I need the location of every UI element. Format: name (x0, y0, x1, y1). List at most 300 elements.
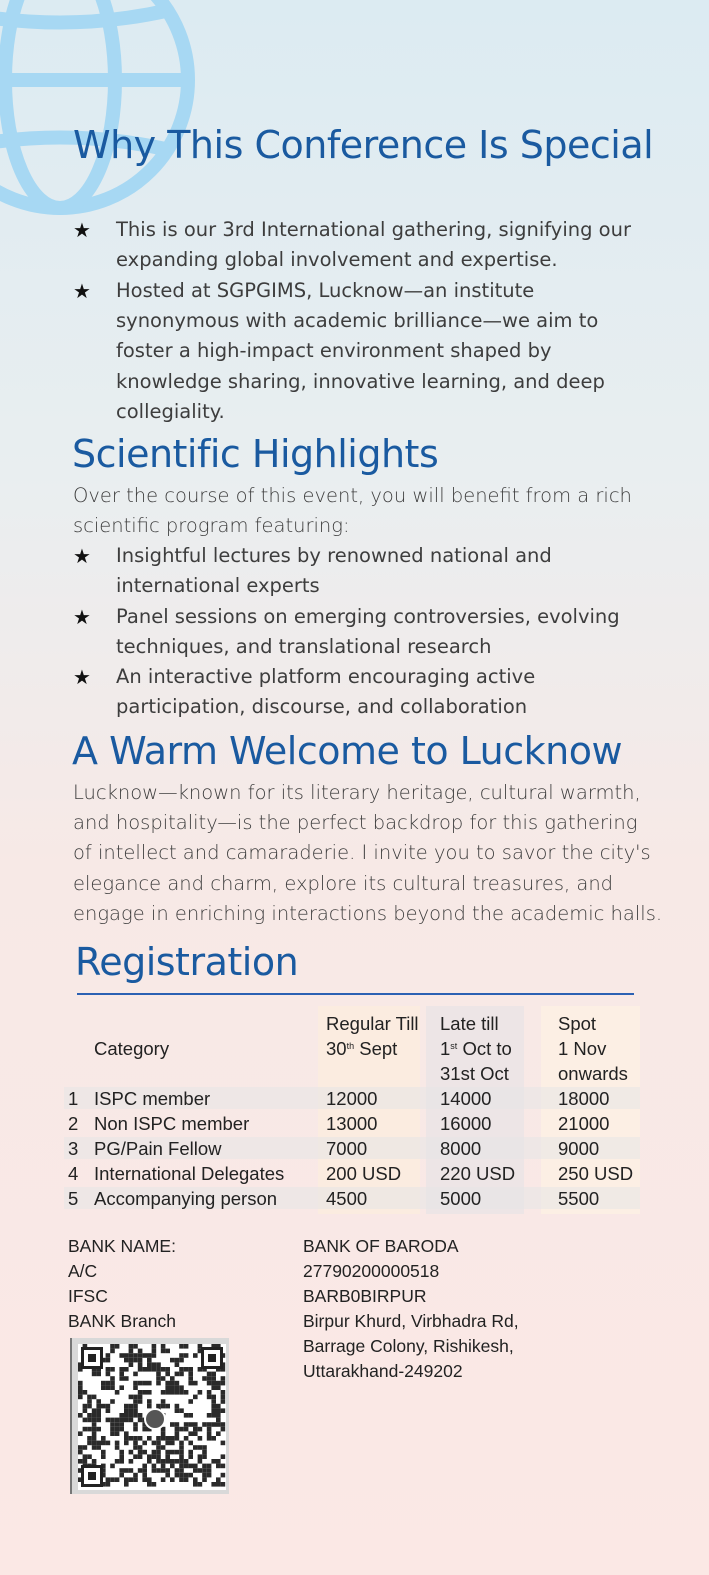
qr-module (175, 1459, 180, 1464)
qr-module (92, 1427, 97, 1432)
qr-module (87, 1418, 92, 1423)
qr-module (175, 1408, 180, 1413)
qr-module (170, 1441, 175, 1446)
qr-module (142, 1464, 147, 1469)
qr-module (221, 1473, 226, 1478)
qr-module (106, 1358, 111, 1363)
qr-module (129, 1477, 134, 1482)
qr-module (129, 1450, 134, 1455)
qr-module (83, 1404, 88, 1409)
qr-module (179, 1390, 184, 1395)
qr-module (110, 1344, 115, 1349)
qr-module (216, 1413, 221, 1418)
qr-module (193, 1353, 198, 1358)
qr-module (161, 1376, 166, 1381)
qr-module (165, 1436, 170, 1441)
qr-module (184, 1344, 189, 1349)
qr-module (78, 1413, 83, 1418)
qr-module (179, 1358, 184, 1363)
qr-module (124, 1477, 129, 1482)
qr-module (216, 1381, 221, 1386)
divider (77, 993, 634, 995)
qr-module (216, 1404, 221, 1409)
qr-module (198, 1482, 203, 1487)
qr-module (170, 1459, 175, 1464)
qr-module (96, 1372, 101, 1377)
qr-module (115, 1422, 120, 1427)
star-icon: ★ (73, 605, 91, 629)
qr-module (83, 1418, 88, 1423)
qr-module (221, 1395, 226, 1400)
qr-module (138, 1349, 143, 1354)
qr-module (156, 1468, 161, 1473)
qr-module (175, 1390, 180, 1395)
qr-module (184, 1436, 189, 1441)
qr-module (188, 1413, 193, 1418)
qr-module (115, 1459, 120, 1464)
qr-module (198, 1454, 203, 1459)
qr-module (96, 1418, 101, 1423)
qr-module (175, 1436, 180, 1441)
qr-module (133, 1344, 138, 1349)
qr-module (147, 1399, 152, 1404)
qr-module (161, 1459, 166, 1464)
qr-module (152, 1349, 157, 1354)
qr-module (124, 1408, 129, 1413)
qr-module (211, 1385, 216, 1390)
qr-module (124, 1431, 129, 1436)
qr-module (133, 1385, 138, 1390)
qr-module (165, 1390, 170, 1395)
row-late: 220 USD (440, 1163, 516, 1184)
qr-module (138, 1367, 143, 1372)
qr-module (211, 1381, 216, 1386)
section-title-welcome: A Warm Welcome to Lucknow (72, 729, 623, 773)
qr-module (152, 1441, 157, 1446)
qr-module (110, 1385, 115, 1390)
section-title-why: Why This Conference Is Special (73, 123, 654, 167)
qr-module (156, 1450, 161, 1455)
row-category: PG/Pain Fellow (94, 1138, 222, 1159)
qr-module (207, 1427, 212, 1432)
qr-module (216, 1477, 221, 1482)
qr-module (202, 1450, 207, 1455)
qr-module (165, 1450, 170, 1455)
row-late: 16000 (440, 1113, 492, 1134)
qr-module (106, 1353, 111, 1358)
qr-module (119, 1450, 124, 1455)
qr-module (207, 1381, 212, 1386)
qr-module (179, 1367, 184, 1372)
qr-module (110, 1427, 115, 1432)
qr-module (188, 1376, 193, 1381)
row-regular: 4500 (326, 1188, 368, 1209)
qr-module (115, 1441, 120, 1446)
qr-module (119, 1422, 124, 1427)
qr-module (211, 1482, 216, 1487)
qr-module (161, 1344, 166, 1349)
qr-module (211, 1376, 216, 1381)
qr-module (133, 1395, 138, 1400)
qr-module (188, 1473, 193, 1478)
qr-module (124, 1418, 129, 1423)
qr-module (133, 1358, 138, 1363)
qr-module (106, 1381, 111, 1386)
qr-module (115, 1427, 120, 1432)
qr-module (142, 1468, 147, 1473)
qr-module (211, 1436, 216, 1441)
qr-module (133, 1404, 138, 1409)
qr-module (175, 1450, 180, 1455)
qr-module (133, 1445, 138, 1450)
qr-module (138, 1395, 143, 1400)
qr-module (193, 1445, 198, 1450)
qr-module (142, 1441, 147, 1446)
qr-module (152, 1353, 157, 1358)
qr-module (87, 1395, 92, 1400)
qr-module (92, 1418, 97, 1423)
qr-module (147, 1362, 152, 1367)
qr-module (92, 1441, 97, 1446)
row-spot: 9000 (558, 1138, 600, 1159)
row-late: 8000 (440, 1138, 482, 1159)
qr-module (179, 1454, 184, 1459)
qr-module (207, 1436, 212, 1441)
qr-module (161, 1349, 166, 1354)
row-category: ISPC member (94, 1088, 211, 1109)
qr-module (92, 1408, 97, 1413)
qr-module (156, 1381, 161, 1386)
qr-module (78, 1390, 83, 1395)
qr-module (221, 1390, 226, 1395)
bullet-item: ★ This is our 3rd International gathering, signifying our expanding global involvement and expertise. (73, 215, 633, 275)
qr-module (106, 1441, 111, 1446)
qr-module (156, 1376, 161, 1381)
qr-module (202, 1468, 207, 1473)
qr-module (184, 1367, 189, 1372)
qr-module (175, 1468, 180, 1473)
bullet-item: ★ Insightful lectures by renowned national and international experts (73, 541, 633, 601)
qr-module (221, 1422, 226, 1427)
qr-module (193, 1395, 198, 1400)
qr-module (119, 1372, 124, 1377)
qr-module (96, 1404, 101, 1409)
header-spot: Spot 1 Nov onwards (558, 1013, 628, 1084)
qr-module (133, 1477, 138, 1482)
qr-module (202, 1376, 207, 1381)
qr-module (106, 1477, 111, 1482)
qr-module (165, 1441, 170, 1446)
qr-module (106, 1367, 111, 1372)
qr-module (129, 1413, 134, 1418)
qr-module (147, 1367, 152, 1372)
qr-module (110, 1381, 115, 1386)
qr-module (193, 1422, 198, 1427)
qr-module (124, 1413, 129, 1418)
qr-module (207, 1390, 212, 1395)
qr-module (96, 1413, 101, 1418)
qr-finder (81, 1465, 103, 1487)
qr-module (147, 1381, 152, 1386)
qr-module (106, 1385, 111, 1390)
qr-module (207, 1422, 212, 1427)
qr-module (161, 1431, 166, 1436)
qr-module (129, 1358, 134, 1363)
qr-module (119, 1376, 124, 1381)
qr-module (133, 1408, 138, 1413)
row-number: 3 (68, 1138, 79, 1159)
qr-module (175, 1431, 180, 1436)
qr-module (138, 1399, 143, 1404)
qr-module (110, 1464, 115, 1469)
qr-module (165, 1349, 170, 1354)
qr-module (110, 1422, 115, 1427)
qr-module (110, 1399, 115, 1404)
qr-module (202, 1454, 207, 1459)
qr-module (152, 1482, 157, 1487)
qr-module (188, 1431, 193, 1436)
bullet-item: ★ Panel sessions on emerging controversies, evolving techniques, and translational research (73, 602, 633, 662)
qr-module (165, 1454, 170, 1459)
qr-module (83, 1459, 88, 1464)
qr-module (78, 1431, 83, 1436)
qr-module (129, 1408, 134, 1413)
qr-module (142, 1367, 147, 1372)
qr-module (198, 1459, 203, 1464)
qr-module (161, 1404, 166, 1409)
qr-module (179, 1464, 184, 1469)
qr-module (152, 1367, 157, 1372)
qr-module (147, 1436, 152, 1441)
qr-module (216, 1418, 221, 1423)
qr-module (106, 1404, 111, 1409)
qr-module (115, 1445, 120, 1450)
qr-module (198, 1436, 203, 1441)
qr-module (101, 1436, 106, 1441)
qr-module (211, 1404, 216, 1409)
qr-module (124, 1367, 129, 1372)
qr-module (147, 1459, 152, 1464)
qr-module (92, 1395, 97, 1400)
qr-module (156, 1362, 161, 1367)
qr-module (147, 1353, 152, 1358)
qr-module (83, 1390, 88, 1395)
qr-module (165, 1367, 170, 1372)
qr-module (87, 1413, 92, 1418)
qr-module (188, 1372, 193, 1377)
row-regular: 12000 (326, 1088, 378, 1109)
qr-module (175, 1381, 180, 1386)
qr-module (138, 1468, 143, 1473)
qr-module (179, 1344, 184, 1349)
qr-module (207, 1376, 212, 1381)
qr-module (179, 1450, 184, 1455)
qr-module (198, 1427, 203, 1432)
qr-module (202, 1477, 207, 1482)
qr-module (138, 1445, 143, 1450)
qr-module (115, 1431, 120, 1436)
qr-module (83, 1454, 88, 1459)
star-icon: ★ (73, 218, 91, 242)
qr-module (129, 1418, 134, 1423)
qr-module (142, 1381, 147, 1386)
qr-module (78, 1385, 83, 1390)
qr-module (87, 1436, 92, 1441)
qr-module (142, 1450, 147, 1455)
qr-module (92, 1431, 97, 1436)
qr-module (207, 1468, 212, 1473)
qr-module (156, 1445, 161, 1450)
qr-module (124, 1436, 129, 1441)
header-category: Category (94, 1038, 170, 1059)
qr-module (221, 1399, 226, 1404)
qr-module (175, 1358, 180, 1363)
bank-labels: BANK NAME: A/C IFSC BANK Branch (68, 1236, 176, 1331)
qr-module (78, 1381, 83, 1386)
qr-module (156, 1441, 161, 1446)
qr-module (124, 1482, 129, 1487)
qr-module (129, 1459, 134, 1464)
qr-module (138, 1381, 143, 1386)
qr-module (211, 1372, 216, 1377)
qr-module (170, 1358, 175, 1363)
qr-module (207, 1372, 212, 1377)
qr-module (124, 1441, 129, 1446)
qr-module (83, 1408, 88, 1413)
qr-module (133, 1399, 138, 1404)
qr-module (119, 1367, 124, 1372)
qr-module (119, 1473, 124, 1478)
qr-module (221, 1381, 226, 1386)
qr-module (216, 1464, 221, 1469)
qr-module (110, 1367, 115, 1372)
qr-module (129, 1404, 134, 1409)
qr-module (119, 1454, 124, 1459)
qr-module (106, 1372, 111, 1377)
qr-module (161, 1477, 166, 1482)
qr-module (170, 1436, 175, 1441)
qr-module (179, 1473, 184, 1478)
qr-module (202, 1422, 207, 1427)
qr-module (179, 1372, 184, 1377)
qr-module (179, 1445, 184, 1450)
qr-module (115, 1390, 120, 1395)
qr-module (110, 1431, 115, 1436)
qr-module (170, 1450, 175, 1455)
qr-module (147, 1358, 152, 1363)
qr-module (87, 1404, 92, 1409)
qr-module (78, 1450, 83, 1455)
qr-module (152, 1464, 157, 1469)
qr-module (129, 1353, 134, 1358)
row-spot: 5500 (558, 1188, 600, 1209)
qr-module (110, 1477, 115, 1482)
qr-module (138, 1454, 143, 1459)
qr-module (106, 1482, 111, 1487)
qr-module (156, 1454, 161, 1459)
qr-module (184, 1464, 189, 1469)
qr-module (161, 1399, 166, 1404)
qr-module (133, 1381, 138, 1386)
qr-module (110, 1418, 115, 1423)
qr-module (221, 1454, 226, 1459)
qr-module (216, 1482, 221, 1487)
qr-module (142, 1427, 147, 1432)
row-category: International Delegates (94, 1163, 285, 1184)
qr-module (211, 1459, 216, 1464)
qr-module (193, 1464, 198, 1469)
qr-module (165, 1385, 170, 1390)
qr-module (156, 1459, 161, 1464)
qr-module (170, 1390, 175, 1395)
qr-module (119, 1413, 124, 1418)
qr-module (216, 1385, 221, 1390)
qr-module (110, 1349, 115, 1354)
qr-module (133, 1454, 138, 1459)
qr-module (175, 1372, 180, 1377)
qr-module (165, 1372, 170, 1377)
qr-module (202, 1473, 207, 1478)
qr-module (147, 1477, 152, 1482)
row-number: 1 (68, 1088, 79, 1109)
qr-module (221, 1482, 226, 1487)
qr-module (188, 1381, 193, 1386)
qr-module (161, 1436, 166, 1441)
qr-module (156, 1372, 161, 1377)
qr-module (161, 1445, 166, 1450)
qr-module (152, 1450, 157, 1455)
qr-module (175, 1422, 180, 1427)
qr-module (119, 1353, 124, 1358)
qr-module (101, 1454, 106, 1459)
qr-module (161, 1367, 166, 1372)
qr-module (165, 1468, 170, 1473)
qr-module (221, 1464, 226, 1469)
qr-module (179, 1468, 184, 1473)
qr-module (138, 1362, 143, 1367)
qr-module (138, 1450, 143, 1455)
qr-module (207, 1413, 212, 1418)
qr-module (165, 1459, 170, 1464)
star-icon: ★ (73, 544, 91, 568)
qr-module (179, 1441, 184, 1446)
qr-module (87, 1454, 92, 1459)
qr-module (193, 1431, 198, 1436)
qr-module (211, 1399, 216, 1404)
qr-module (106, 1408, 111, 1413)
qr-module (179, 1459, 184, 1464)
qr-module (216, 1431, 221, 1436)
row-spot: 18000 (558, 1088, 610, 1109)
row-late: 5000 (440, 1188, 482, 1209)
qr-module (152, 1362, 157, 1367)
qr-module (184, 1427, 189, 1432)
qr-module (188, 1367, 193, 1372)
qr-module (78, 1395, 83, 1400)
qr-module (221, 1376, 226, 1381)
qr-module (198, 1468, 203, 1473)
qr-finder (201, 1347, 223, 1369)
qr-module (129, 1468, 134, 1473)
qr-module (198, 1390, 203, 1395)
qr-module (165, 1404, 170, 1409)
section-title-registration: Registration (75, 940, 299, 984)
qr-module (133, 1473, 138, 1478)
qr-module (142, 1477, 147, 1482)
qr-module (96, 1441, 101, 1446)
qr-module (92, 1422, 97, 1427)
qr-module (216, 1422, 221, 1427)
